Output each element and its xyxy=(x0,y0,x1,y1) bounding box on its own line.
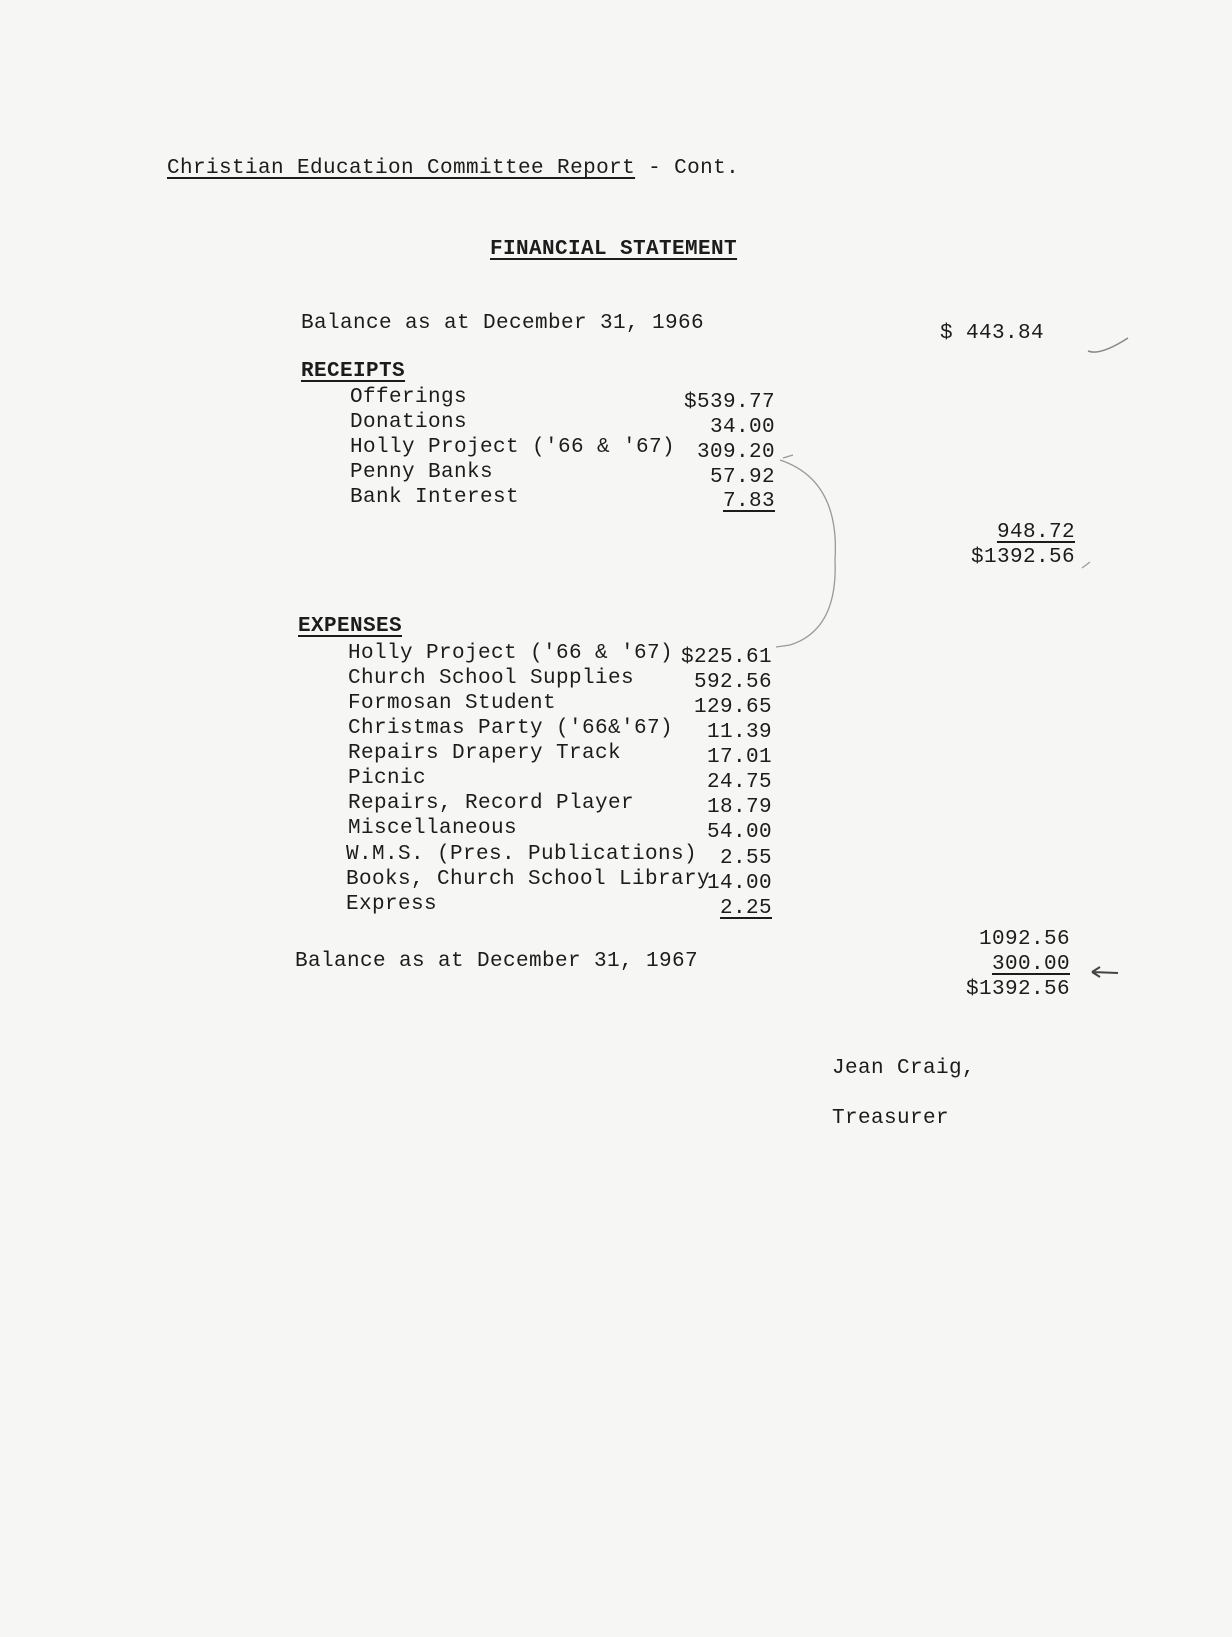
receipt-amount: 309.20 xyxy=(696,441,775,464)
checkmark-icon xyxy=(1088,338,1128,352)
expense-label: Repairs Drapery Track xyxy=(348,742,622,765)
report-title: Christian Education Committee Report xyxy=(167,157,636,180)
expense-label: Holly Project ('66 & '67) xyxy=(348,642,674,665)
expense-label: Miscellaneous xyxy=(348,817,518,840)
receipt-amount: 57.92 xyxy=(709,466,775,489)
opening-balance-amount: $ 443.84 xyxy=(940,322,1045,345)
receipt-label: Penny Banks xyxy=(350,461,494,484)
signature-role: Treasurer xyxy=(832,1107,950,1130)
closing-grand-total: $1392.56 xyxy=(965,978,1070,1001)
expense-label: W.M.S. (Pres. Publications) xyxy=(346,843,698,866)
expense-amount: 129.65 xyxy=(693,696,772,719)
closing-balance-amount: 300.00 xyxy=(991,953,1070,976)
expense-amount: $225.61 xyxy=(680,646,772,669)
expense-label: Books, Church School Library xyxy=(346,868,711,891)
expense-label: Christmas Party ('66&'67) xyxy=(348,717,674,740)
receipts-heading: RECEIPTS xyxy=(301,360,406,383)
expense-label: Picnic xyxy=(348,767,427,790)
receipt-label: Bank Interest xyxy=(350,486,520,509)
receipt-amount: $539.77 xyxy=(683,391,775,414)
expense-amount: 54.00 xyxy=(706,821,772,844)
arrow-left-icon xyxy=(1092,967,1118,977)
statement-title: FINANCIAL STATEMENT xyxy=(490,238,738,261)
receipt-label: Holly Project ('66 & '67) xyxy=(350,436,676,459)
bracket-line xyxy=(776,460,835,647)
opening-balance-label: Balance as at December 31, 1966 xyxy=(301,312,705,335)
expense-label: Express xyxy=(346,893,438,916)
receipt-label: Offerings xyxy=(350,386,468,409)
tick-mark-icon xyxy=(783,455,793,458)
expense-amount: 2.25 xyxy=(719,897,772,920)
receipt-label: Donations xyxy=(350,411,468,434)
expense-label: Formosan Student xyxy=(348,692,557,715)
expenses-heading: EXPENSES xyxy=(298,615,403,638)
expense-amount: 17.01 xyxy=(706,746,772,769)
expense-amount: 18.79 xyxy=(706,796,772,819)
tick-mark-icon xyxy=(1082,562,1090,568)
expense-label: Church School Supplies xyxy=(348,667,635,690)
expense-amount: 2.55 xyxy=(719,847,772,870)
receipts-total: 948.72 xyxy=(996,521,1075,544)
expense-amount: 592.56 xyxy=(693,671,772,694)
expense-label: Repairs, Record Player xyxy=(348,792,635,815)
expense-amount: 14.00 xyxy=(706,872,772,895)
receipts-grand-total: $1392.56 xyxy=(970,546,1075,569)
receipt-amount: 7.83 xyxy=(722,490,775,513)
closing-balance-label: Balance as at December 31, 1967 xyxy=(295,950,699,973)
signature-name: Jean Craig, xyxy=(832,1057,976,1080)
expenses-total: 1092.56 xyxy=(978,928,1070,951)
report-title-suffix: - Cont. xyxy=(635,157,740,180)
receipt-amount: 34.00 xyxy=(709,416,775,439)
expense-amount: 11.39 xyxy=(706,721,772,744)
expense-amount: 24.75 xyxy=(706,771,772,794)
